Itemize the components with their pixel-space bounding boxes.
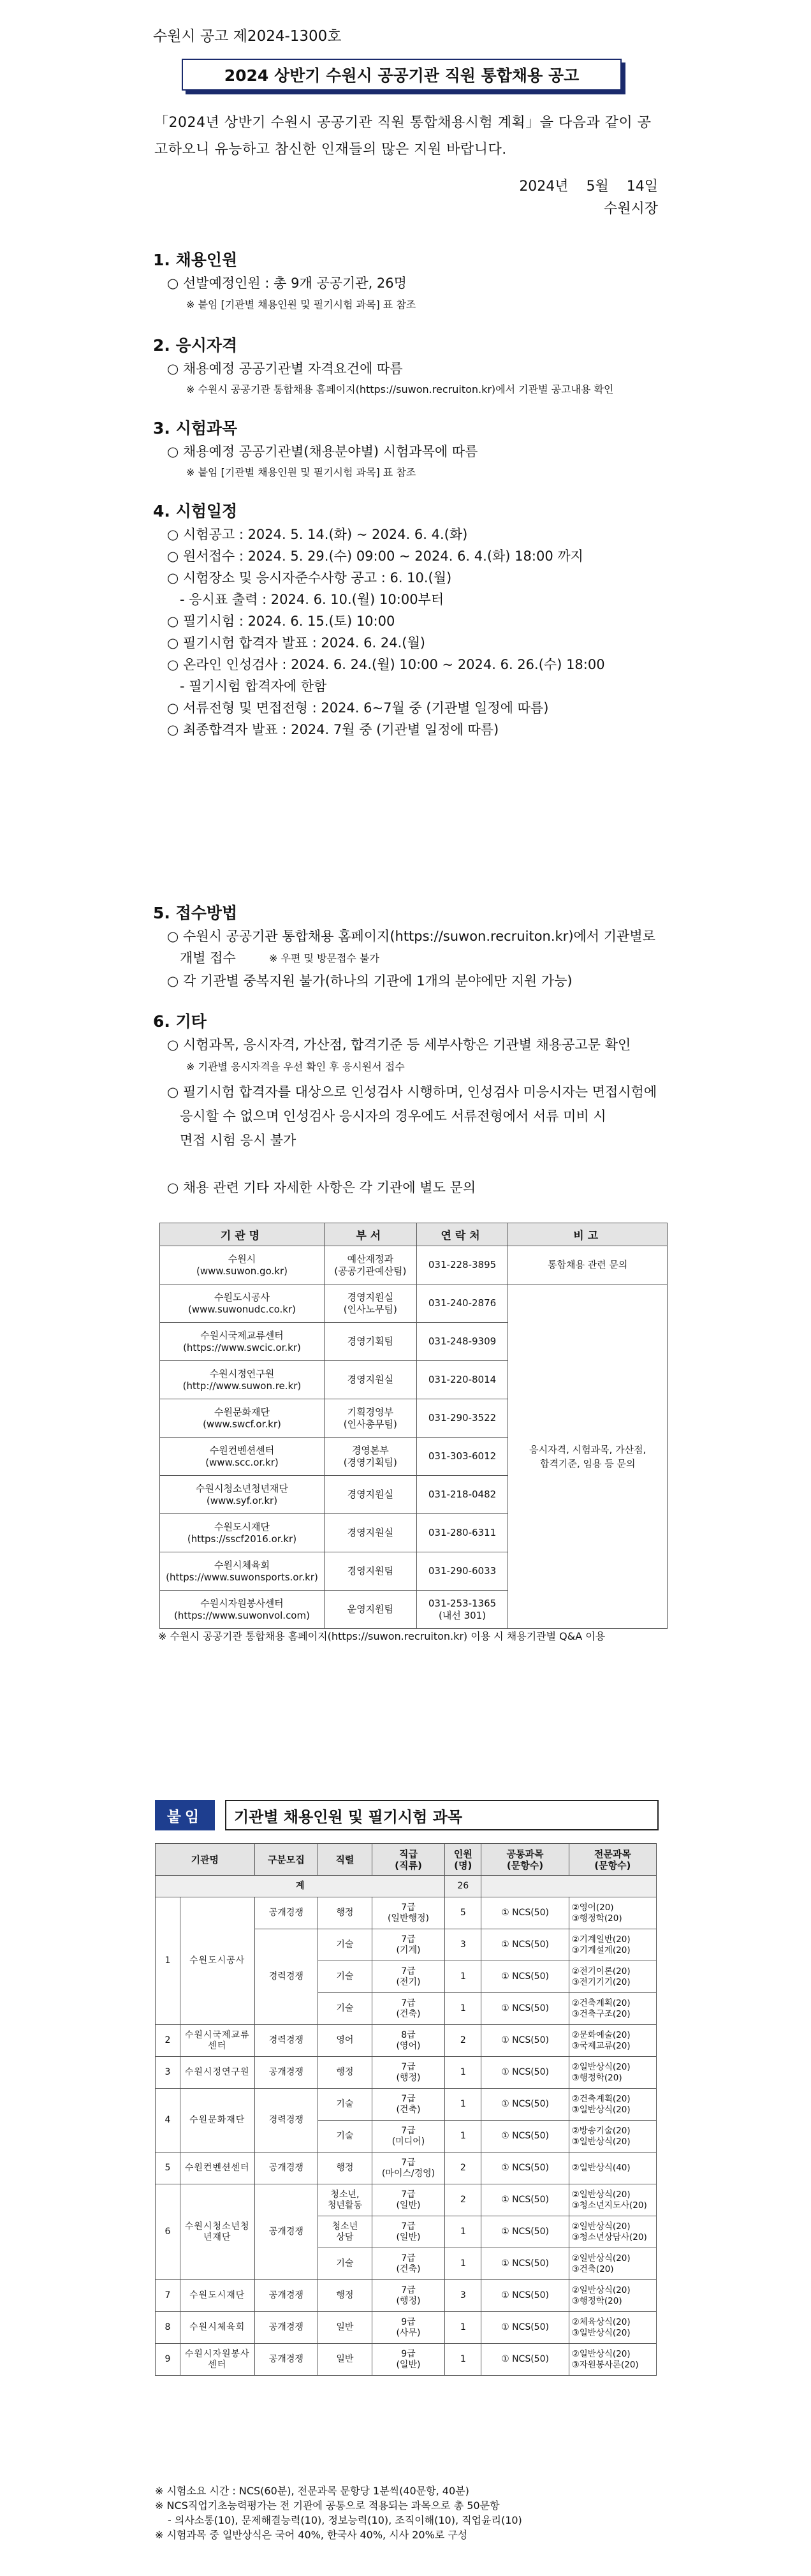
field-cell: 청소년 상담 xyxy=(318,2216,372,2248)
section-2-heading: 2. 응시자격 xyxy=(153,336,238,355)
org-no: 8 xyxy=(156,2312,180,2344)
field-cell: 기술 xyxy=(318,2121,372,2153)
header-org: 기관명 xyxy=(156,1844,255,1876)
grade-cell: 7급 (마이스/경영) xyxy=(372,2153,444,2184)
tel-cell: 031-240-2876 xyxy=(416,1284,508,1323)
org-cell: 수원시청소년청년재단 (www.syf.or.kr) xyxy=(160,1476,325,1514)
section-4-heading: 4. 시험일정 xyxy=(153,502,238,520)
field-cell: 기술 xyxy=(318,2248,372,2280)
header-org: 기관명 xyxy=(160,1223,325,1246)
org-cell: 수원시 (www.suwon.go.kr) xyxy=(160,1246,325,1284)
tel-cell: 031-220-8014 xyxy=(416,1361,508,1399)
notice-date: 2024년 5월 14일 xyxy=(519,179,658,195)
grade-cell: 8급 (영어) xyxy=(372,2025,444,2057)
type-cell: 공개경쟁 xyxy=(254,2184,318,2280)
type-cell: 경력경쟁 xyxy=(254,2025,318,2057)
major-cell: ②체육상식(20) ③일반상식(20) xyxy=(569,2312,656,2344)
section-2-line: ○ 채용예정 공공기관별 자격요건에 따름 xyxy=(167,361,403,376)
grade-cell: 9급 (일반) xyxy=(372,2344,444,2376)
count-cell: 2 xyxy=(445,2184,481,2216)
annex-title: 기관별 채용인원 및 필기시험 과목 xyxy=(225,1800,659,1830)
common-cell: ① NCS(50) xyxy=(481,2153,569,2184)
header-type: 구분모집 xyxy=(254,1844,318,1876)
major-cell: ②일반상식(20) ③청소년상담사(20) xyxy=(569,2216,656,2248)
dept-cell: 경영지원실 xyxy=(324,1361,416,1399)
major-cell: ②방송기술(20) ③일반상식(20) xyxy=(569,2121,656,2153)
section-1-line: ○ 선발예정인원 : 총 9개 공공기관, 26명 xyxy=(167,276,407,291)
section-5-note: ※ 우편 및 방문접수 불가 xyxy=(269,952,379,964)
tel-cell: 031-290-6033 xyxy=(416,1552,508,1591)
section-5-line-2: ○ 각 기관별 중복지원 불가(하나의 기관에 1개의 분야에만 지원 가능) xyxy=(167,973,573,989)
field-cell: 행정 xyxy=(318,1897,372,1929)
note-line: ※ NCS직업기초능력평가는 전 기관에 공통으로 적용되는 과목으로 총 50문항 xyxy=(155,2499,500,2512)
major-cell: ②일반상식(40) xyxy=(569,2153,656,2184)
dept-cell: 경영지원실 (인사노무팀) xyxy=(324,1284,416,1323)
tel-cell: 031-218-0482 xyxy=(416,1476,508,1514)
header-note: 비고 xyxy=(508,1223,668,1246)
common-cell: ① NCS(50) xyxy=(481,2216,569,2248)
contact-footnote: ※ 수원시 공공기관 통합채용 홈페이지(https://suwon.recruiton.kr) 이용 시 채용기관별 Q&A 이용 xyxy=(158,1630,606,1642)
type-cell: 공개경쟁 xyxy=(254,2344,318,2376)
org-no: 2 xyxy=(156,2025,180,2057)
org-no: 5 xyxy=(156,2153,180,2184)
tel-cell: 031-253-1365 (내선 301) xyxy=(416,1591,508,1629)
common-cell: ① NCS(50) xyxy=(481,2184,569,2216)
section-5-line-1: ○ 수원시 공공기관 통합채용 홈페이지(https://suwon.recruiton.kr)에서 기관별로 xyxy=(167,929,655,944)
header-dept: 부서 xyxy=(324,1223,416,1246)
count-cell: 1 xyxy=(445,2121,481,2153)
header-major: 전문과목 (문항수) xyxy=(569,1844,656,1876)
org-name: 수원시청소년청년재단 xyxy=(180,2184,254,2280)
grade-cell: 7급 (건축) xyxy=(372,1993,444,2025)
dept-cell: 경영본부 (경영기획팀) xyxy=(324,1438,416,1476)
grade-cell: 7급 (일반) xyxy=(372,2184,444,2216)
type-cell: 공개경쟁 xyxy=(254,1897,318,1929)
section-5-heading: 5. 접수방법 xyxy=(153,904,238,922)
recruitment-notes xyxy=(155,2484,522,2542)
org-cell: 수원도시공사 (www.suwonudc.co.kr) xyxy=(160,1284,325,1323)
org-cell: 수원도시재단 (https://sscf2016.or.kr) xyxy=(160,1514,325,1552)
grade-cell: 9급 (사무) xyxy=(372,2312,444,2344)
dept-cell: 경영기획팀 xyxy=(324,1323,416,1361)
note-line: ※ 시험소요 시간 : NCS(60분), 전문과목 문항당 1분씩(40문항, 40분) xyxy=(155,2485,469,2497)
org-cell: 수원시체육회 (https://www.suwonsports.or.kr) xyxy=(160,1552,325,1591)
org-no: 1 xyxy=(156,1897,180,2025)
major-cell: ②일반상식(20) ③청소년지도사(20) xyxy=(569,2184,656,2216)
field-cell: 일반 xyxy=(318,2312,372,2344)
schedule-item: ○ 시험공고 : 2024. 5. 14.(화) ~ 2024. 6. 4.(화) xyxy=(167,527,468,542)
contact-table xyxy=(159,1223,668,1629)
schedule-item: ○ 시험장소 및 응시자준수사항 공고 : 6. 10.(월) xyxy=(167,570,452,585)
tel-cell: 031-290-3522 xyxy=(416,1399,508,1438)
section-6-line-3: ○ 채용 관련 기타 자세한 사항은 각 기관에 별도 문의 xyxy=(167,1180,476,1195)
major-cell: ②영어(20) ③행정학(20) xyxy=(569,1897,656,1929)
section-6-line-2b: 응시할 수 없으며 인성검사 응시자의 경우에도 서류전형에서 서류 미비 시 xyxy=(180,1108,606,1124)
common-cell: ① NCS(50) xyxy=(481,1961,569,1993)
org-cell: 수원문화재단 (www.swcf.or.kr) xyxy=(160,1399,325,1438)
total-count: 26 xyxy=(445,1876,481,1897)
major-cell: ②전기이론(20) ③전기기기(20) xyxy=(569,1961,656,1993)
org-cell: 수원컨벤션센터 (www.scc.or.kr) xyxy=(160,1438,325,1476)
dept-cell: 경영지원실 xyxy=(324,1476,416,1514)
common-cell: ① NCS(50) xyxy=(481,1929,569,1961)
org-no: 3 xyxy=(156,2057,180,2089)
dept-cell: 경영지원팀 xyxy=(324,1552,416,1591)
org-name: 수원도시공사 xyxy=(180,1897,254,2025)
annex-tag: 붙임 xyxy=(155,1800,215,1830)
field-cell: 기술 xyxy=(318,1929,372,1961)
note-line: ※ 시험과목 중 일반상식은 국어 40%, 한국사 40%, 시사 20%로 구성 xyxy=(155,2529,468,2541)
common-cell: ① NCS(50) xyxy=(481,2121,569,2153)
total-blank xyxy=(481,1876,657,1897)
tel-cell: 031-280-6311 xyxy=(416,1514,508,1552)
type-cell: 경력경쟁 xyxy=(254,2089,318,2153)
grade-cell: 7급 (행정) xyxy=(372,2057,444,2089)
section-1-heading: 1. 채용인원 xyxy=(153,251,238,269)
count-cell: 1 xyxy=(445,1961,481,1993)
annex-header xyxy=(155,1800,659,1830)
org-cell: 수원시자원봉사센터 (https://www.suwonvol.com) xyxy=(160,1591,325,1629)
signer: 수원시장 xyxy=(603,201,658,217)
merged-note-cell: 응시자격, 시험과목, 가산점, 합격기준, 임용 등 문의 xyxy=(508,1284,668,1629)
section-6-line-1: ○ 시험과목, 응시자격, 가산점, 합격기준 등 세부사항은 기관별 채용공고문 확인 xyxy=(167,1037,631,1052)
schedule-subitem: - 응시표 출력 : 2024. 6. 10.(월) 10:00부터 xyxy=(180,592,444,607)
common-cell: ① NCS(50) xyxy=(481,2057,569,2089)
field-cell: 기술 xyxy=(318,1961,372,1993)
count-cell: 1 xyxy=(445,2248,481,2280)
major-cell: ②기계일반(20) ③기계설계(20) xyxy=(569,1929,656,1961)
count-cell: 1 xyxy=(445,2089,481,2121)
dept-cell: 예산재정과 (공공기관예산팀) xyxy=(324,1246,416,1284)
section-6-line-2c: 면접 시험 응시 불가 xyxy=(180,1133,296,1148)
count-cell: 1 xyxy=(445,2216,481,2248)
type-cell: 공개경쟁 xyxy=(254,2280,318,2312)
type-cell: 공개경쟁 xyxy=(254,2312,318,2344)
grade-cell: 7급 (건축) xyxy=(372,2248,444,2280)
section-1-note: ※ 붙임 [기관별 채용인원 및 필기시험 과목] 표 참조 xyxy=(186,298,416,311)
org-name: 수원컨벤션센터 xyxy=(180,2153,254,2184)
grade-cell: 7급 (미디어) xyxy=(372,2121,444,2153)
major-cell: ②일반상식(20) ③자원봉사론(20) xyxy=(569,2344,656,2376)
common-cell: ① NCS(50) xyxy=(481,2248,569,2280)
note-line: - 의사소통(10), 문제해결능력(10), 정보능력(10), 조직이해(10), 직업윤리(10) xyxy=(168,2514,522,2526)
org-no: 9 xyxy=(156,2344,180,2376)
org-name: 수원시체육회 xyxy=(180,2312,254,2344)
header-field: 직렬 xyxy=(318,1844,372,1876)
type-cell: 공개경쟁 xyxy=(254,2057,318,2089)
field-cell: 일반 xyxy=(318,2344,372,2376)
major-cell: ②일반상식(20) ③행정학(20) xyxy=(569,2057,656,2089)
header-tel: 연락처 xyxy=(416,1223,508,1246)
header-count: 인원 (명) xyxy=(445,1844,481,1876)
count-cell: 2 xyxy=(445,2153,481,2184)
type-cell: 공개경쟁 xyxy=(254,2153,318,2184)
page-title: 2024 상반기 수원시 공공기관 직원 통합채용 공고 xyxy=(182,59,622,91)
org-name: 수원시자원봉사센터 xyxy=(180,2344,254,2376)
section-6-note: ※ 기관별 응시자격을 우선 확인 후 응시원서 접수 xyxy=(186,1061,405,1073)
field-cell: 행정 xyxy=(318,2280,372,2312)
common-cell: ① NCS(50) xyxy=(481,1993,569,2025)
section-6-line-2: ○ 필기시험 합격자를 대상으로 인성검사 시행하며, 인성검사 미응시자는 면접시험에 xyxy=(167,1084,657,1100)
section-3-heading: 3. 시험과목 xyxy=(153,419,238,438)
section-3-line: ○ 채용예정 공공기관별(채용분야별) 시험과목에 따름 xyxy=(167,444,478,459)
tel-cell: 031-303-6012 xyxy=(416,1438,508,1476)
schedule-item: ○ 최종합격자 발표 : 2024. 7월 중 (기관별 일정에 따름) xyxy=(167,722,499,737)
count-cell: 3 xyxy=(445,1929,481,1961)
field-cell: 행정 xyxy=(318,2057,372,2089)
tel-cell: 031-228-3895 xyxy=(416,1246,508,1284)
grade-cell: 7급 (건축) xyxy=(372,2089,444,2121)
grade-cell: 7급 (일반행정) xyxy=(372,1897,444,1929)
dept-cell: 기획경영부 (인사총무팀) xyxy=(324,1399,416,1438)
total-label: 계 xyxy=(156,1876,445,1897)
field-cell: 기술 xyxy=(318,1993,372,2025)
section-3-note: ※ 붙임 [기관별 채용인원 및 필기시험 과목] 표 참조 xyxy=(186,466,416,478)
schedule-item: ○ 온라인 인성검사 : 2024. 6. 24.(월) 10:00 ~ 2024. 6. 26.(수) 18:00 xyxy=(167,657,605,672)
section-6-heading: 6. 기타 xyxy=(153,1012,207,1031)
grade-cell: 7급 (행정) xyxy=(372,2280,444,2312)
common-cell: ① NCS(50) xyxy=(481,1897,569,1929)
grade-cell: 7급 (기계) xyxy=(372,1929,444,1961)
org-name: 수원문화재단 xyxy=(180,2089,254,2153)
major-cell: ②문화예술(20) ③국제교류(20) xyxy=(569,2025,656,2057)
org-name: 수원시국제교류센터 xyxy=(180,2025,254,2057)
org-name: 수원도시재단 xyxy=(180,2280,254,2312)
notice-number: 수원시 공고 제2024-1300호 xyxy=(153,28,342,45)
schedule-item: ○ 필기시험 : 2024. 6. 15.(토) 10:00 xyxy=(167,614,395,629)
grade-cell: 7급 (일반) xyxy=(372,2216,444,2248)
common-cell: ① NCS(50) xyxy=(481,2312,569,2344)
note-cell: 통합채용 관련 문의 xyxy=(508,1246,668,1284)
header-grade: 직급 (직류) xyxy=(372,1844,444,1876)
section-5-line-1b: 개별 접수 xyxy=(180,950,236,966)
schedule-item: ○ 원서접수 : 2024. 5. 29.(수) 09:00 ~ 2024. 6. 4.(화) 18:00 까지 xyxy=(167,548,583,564)
count-cell: 1 xyxy=(445,2344,481,2376)
field-cell: 영어 xyxy=(318,2025,372,2057)
field-cell: 청소년, 청년활동 xyxy=(318,2184,372,2216)
tel-cell: 031-248-9309 xyxy=(416,1323,508,1361)
common-cell: ① NCS(50) xyxy=(481,2025,569,2057)
count-cell: 1 xyxy=(445,2312,481,2344)
org-name: 수원시정연구원 xyxy=(180,2057,254,2089)
count-cell: 2 xyxy=(445,2025,481,2057)
major-cell: ②일반상식(20) ③행정학(20) xyxy=(569,2280,656,2312)
type-cell: 경력경쟁 xyxy=(254,1929,318,2025)
common-cell: ① NCS(50) xyxy=(481,2344,569,2376)
field-cell: 행정 xyxy=(318,2153,372,2184)
count-cell: 5 xyxy=(445,1897,481,1929)
org-no: 4 xyxy=(156,2089,180,2153)
common-cell: ① NCS(50) xyxy=(481,2089,569,2121)
org-no: 7 xyxy=(156,2280,180,2312)
dept-cell: 운영지원팀 xyxy=(324,1591,416,1629)
grade-cell: 7급 (전기) xyxy=(372,1961,444,1993)
intro-paragraph: 「2024년 상반기 수원시 공공기관 직원 통합채용시험 계획」을 다음과 같이 공고하오니 유능하고 참신한 인재들의 많은 지원 바랍니다. xyxy=(154,115,652,158)
schedule-item: ○ 필기시험 합격자 발표 : 2024. 6. 24.(월) xyxy=(167,635,425,651)
count-cell: 1 xyxy=(445,2057,481,2089)
org-no: 6 xyxy=(156,2184,180,2280)
major-cell: ②건축계획(20) ③건축구조(20) xyxy=(569,1993,656,2025)
schedule-item: ○ 서류전형 및 면접전형 : 2024. 6~7월 중 (기관별 일정에 따름) xyxy=(167,700,549,716)
major-cell: ②일반상식(20) ③건축(20) xyxy=(569,2248,656,2280)
common-cell: ① NCS(50) xyxy=(481,2280,569,2312)
count-cell: 3 xyxy=(445,2280,481,2312)
org-cell: 수원시국제교류센터 (https://www.swcic.or.kr) xyxy=(160,1323,325,1361)
field-cell: 기술 xyxy=(318,2089,372,2121)
schedule-subitem: - 필기시험 합격자에 한함 xyxy=(180,679,327,694)
section-2-note: ※ 수원시 공공기관 통합채용 홈페이지(https://suwon.recruiton.kr)에서 기관별 공고내용 확인 xyxy=(186,383,614,395)
recruitment-table xyxy=(155,1843,657,2376)
major-cell: ②건축계획(20) ③일반상식(20) xyxy=(569,2089,656,2121)
count-cell: 1 xyxy=(445,1993,481,2025)
org-cell: 수원시정연구원 (http://www.suwon.re.kr) xyxy=(160,1361,325,1399)
dept-cell: 경영지원실 xyxy=(324,1514,416,1552)
header-common: 공통과목 (문항수) xyxy=(481,1844,569,1876)
